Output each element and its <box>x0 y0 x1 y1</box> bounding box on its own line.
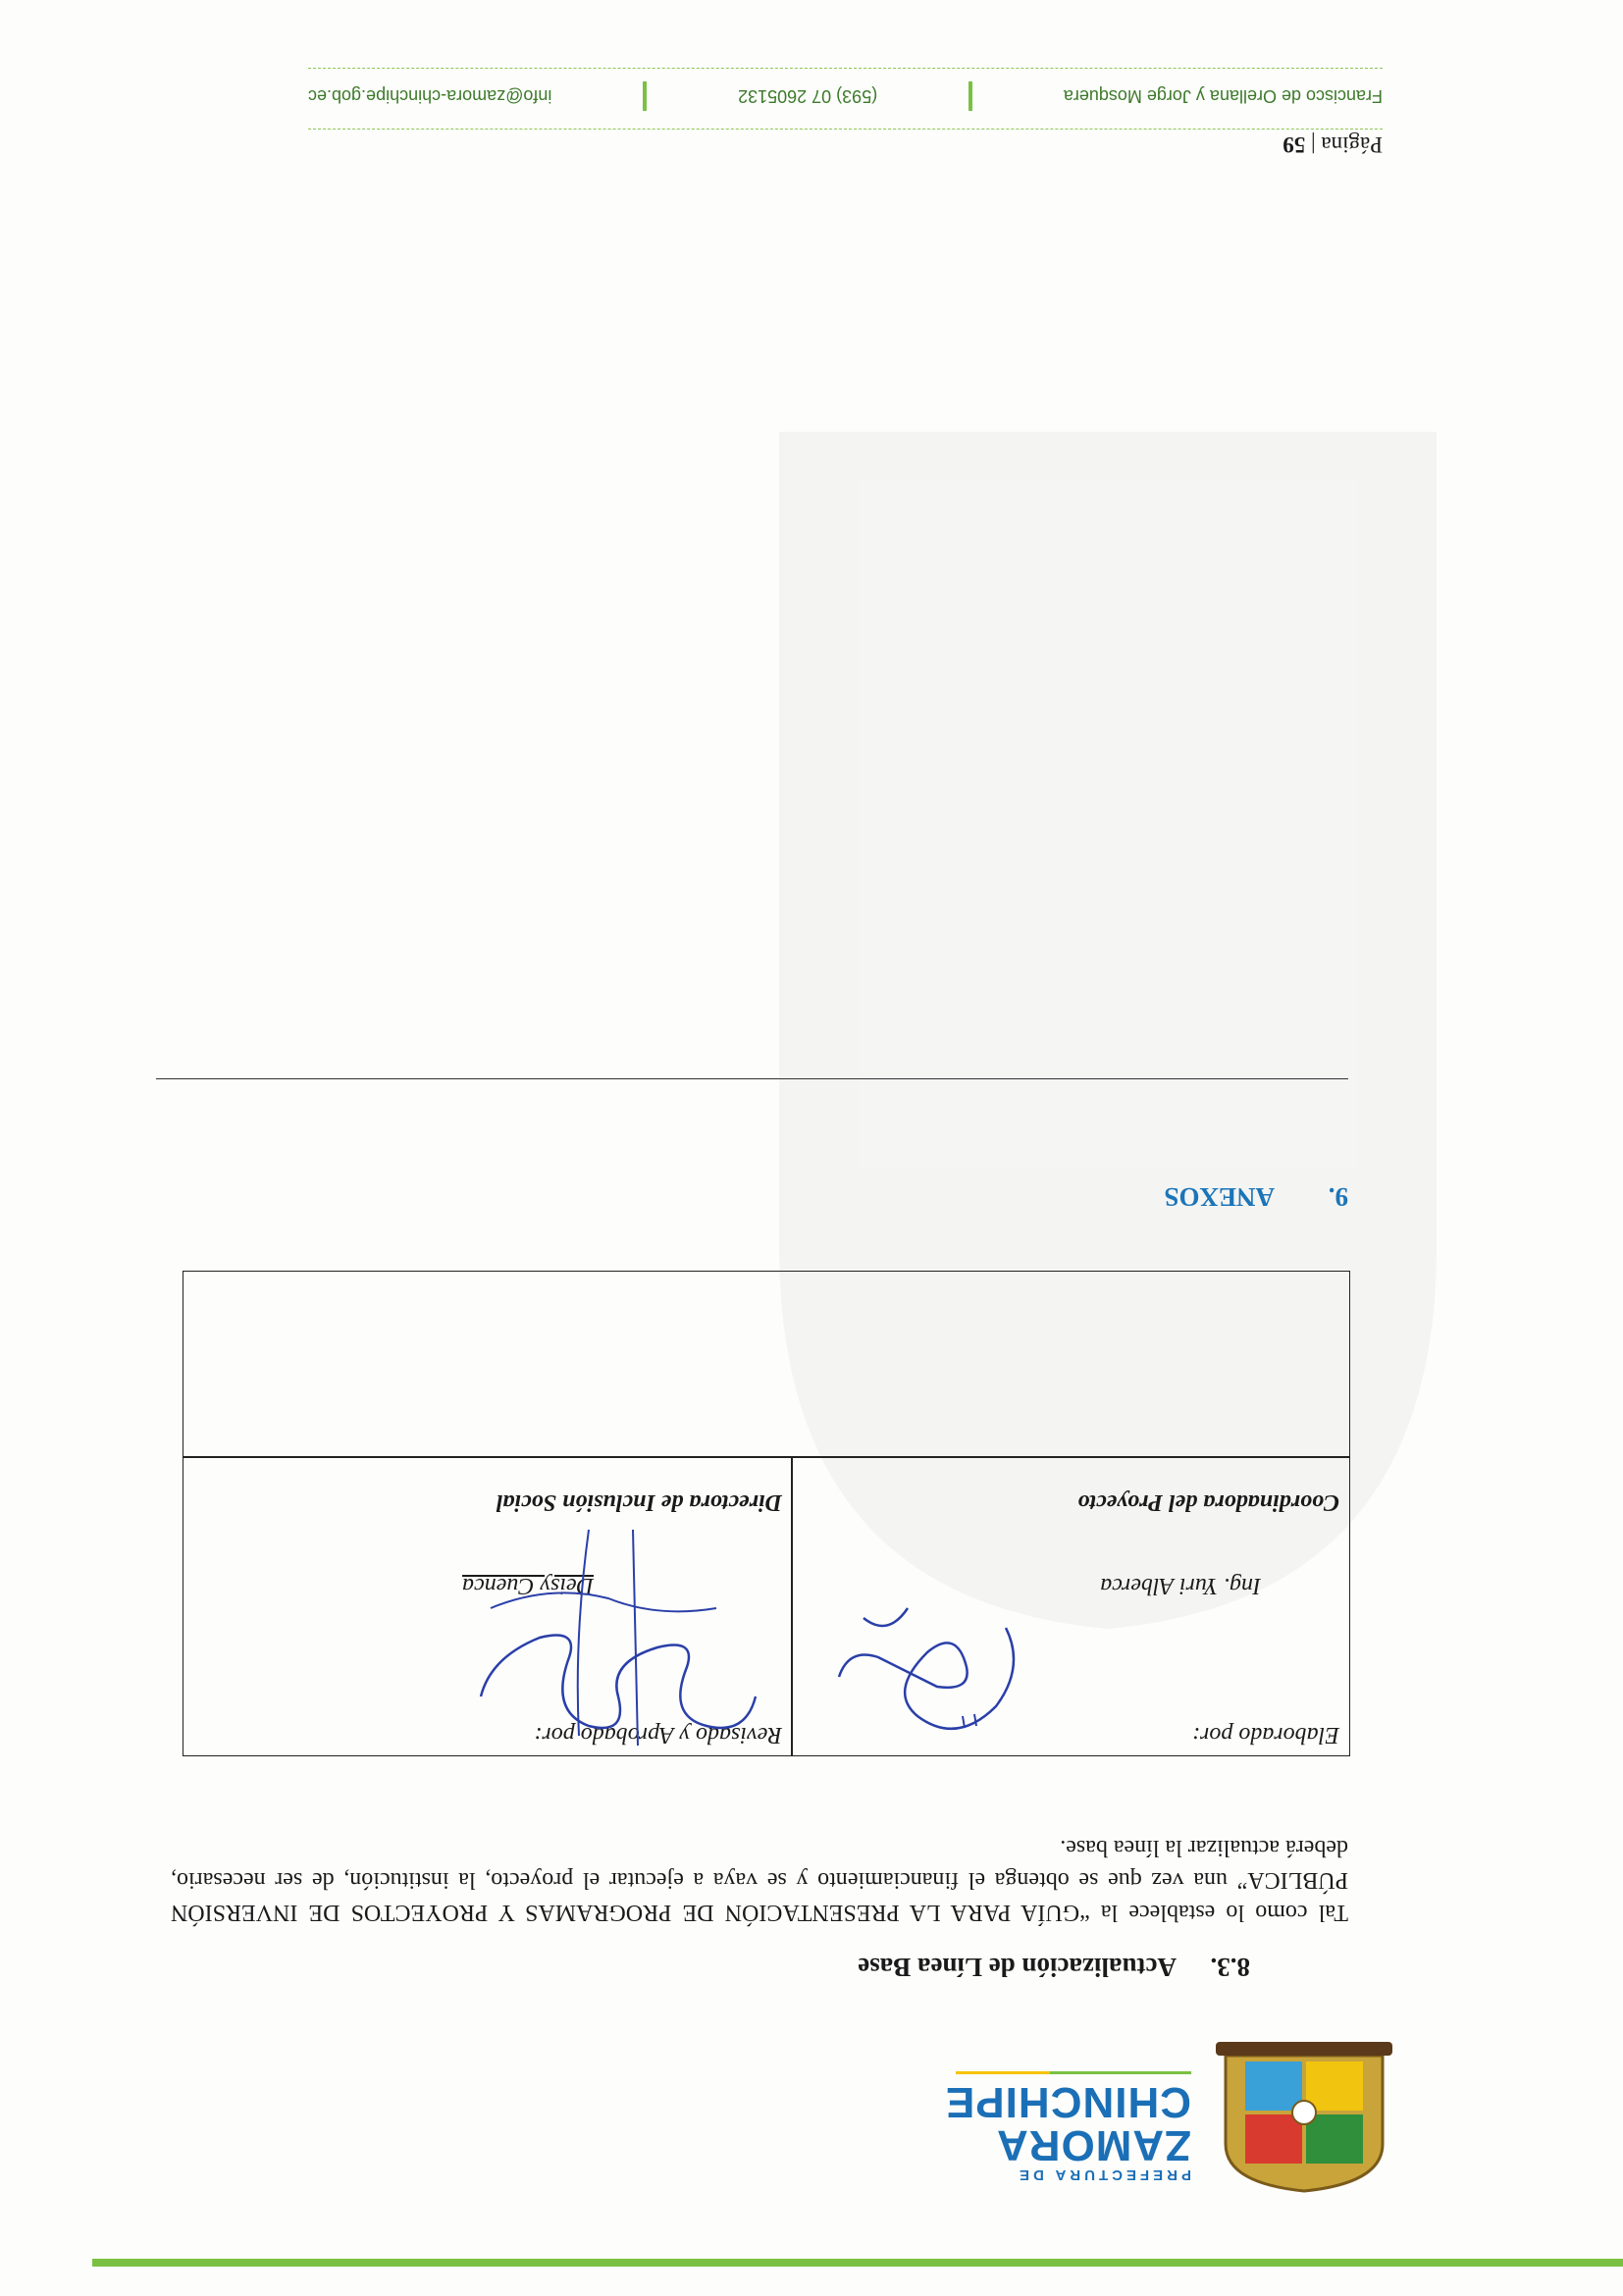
footer-rule-top <box>308 129 1383 130</box>
table-divider-vertical <box>792 1458 794 1755</box>
elaborado-label: Elaborado por: <box>1192 1722 1339 1748</box>
footer-separator <box>643 81 647 111</box>
section-paragraph: Tal como lo establece la “GUÍA PARA LA PRESENTACIÓN DE PROGRAMAS Y PROYECTOS DE INVERSIÓN PÚBLICA” una vez que se obtenga el financiamiento y se vaya a ejecutar el proyecto, la institución, de ser necesario, deberá actualizar la línea base. <box>171 1835 1348 1925</box>
signature-right-icon <box>442 1510 775 1755</box>
revisado-name: Deisy Cuenca <box>462 1573 594 1598</box>
elaborado-name: Ing. Yuri Alberca <box>1100 1573 1261 1598</box>
signature-table <box>183 1271 1350 1756</box>
footer-phone: (593) 07 2605132 <box>738 86 878 107</box>
brand-small-text: PREFECTURA DE <box>1016 2166 1191 2183</box>
anexos-title: ANEXOS <box>1164 1182 1275 1212</box>
brand-line-2: CHINCHIPE <box>944 2078 1191 2126</box>
revisado-role: Directora de Inclusión Social <box>496 1489 782 1515</box>
coat-of-arms-icon <box>1201 2036 1407 2203</box>
section-title <box>858 1952 1250 1982</box>
section-title-text: Actualización de Línea Base <box>858 1953 1177 1982</box>
signature-left-icon <box>810 1579 1035 1746</box>
header-green-bar <box>92 2259 1623 2267</box>
section-number: 8.3. <box>1210 1953 1250 1982</box>
anexos-heading <box>1164 1181 1348 1212</box>
footer-separator <box>969 81 972 111</box>
page-number-value: 59 <box>1283 132 1306 157</box>
page-label: Página <box>1321 132 1383 157</box>
footer-address: Francisco de Orellana y Jorge Mosquera <box>1063 86 1383 107</box>
anexos-rule <box>156 1078 1348 1079</box>
brand-block <box>936 2071 1191 2183</box>
anexos-number: 9. <box>1328 1182 1348 1212</box>
footer-rule-bottom <box>308 68 1383 69</box>
footer-email: info@zamora-chinchipe.gob.ec <box>308 86 552 107</box>
page-number: Página | 59 <box>1283 132 1383 157</box>
footer <box>308 77 1383 116</box>
revisado-label: Revisado y Aprobado por: <box>534 1722 782 1748</box>
elaborado-role: Coordinadora del Proyecto <box>1077 1489 1339 1515</box>
table-divider-horizontal <box>183 1457 1349 1459</box>
brand-underline <box>956 2071 1191 2074</box>
brand-line-1: ZAMORA <box>995 2121 1191 2169</box>
